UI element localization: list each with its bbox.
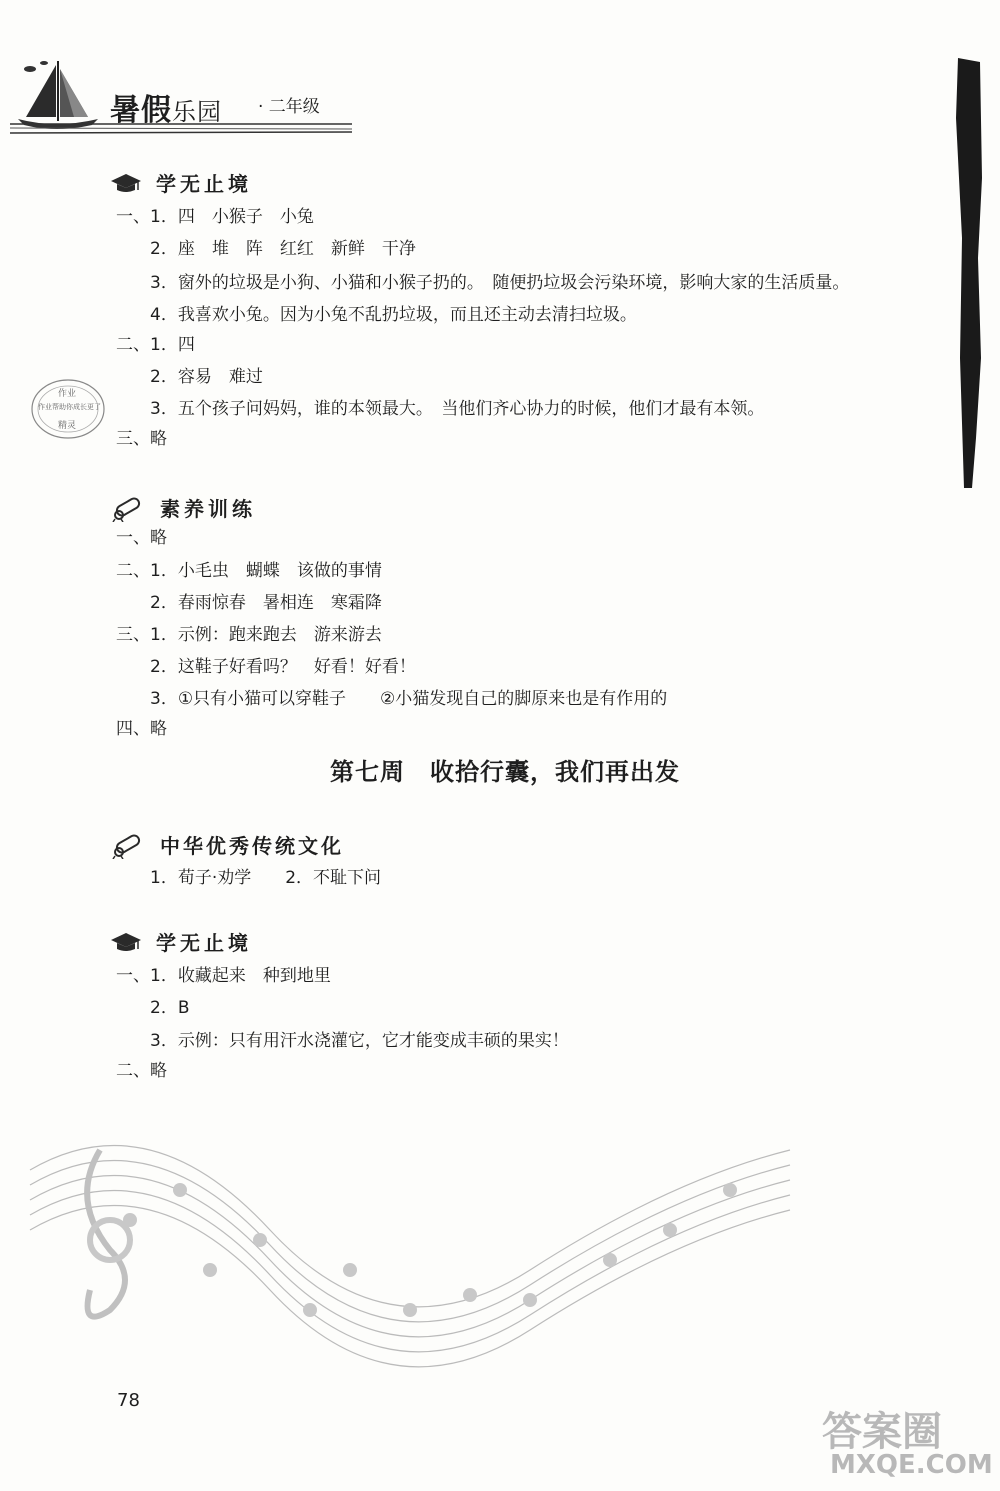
answer-line: 4．我喜欢小兔。因为小兔不乱扔垃圾，而且还主动去清扫垃圾。 [150, 305, 637, 325]
watermark-url: MXQE.COM [830, 1450, 993, 1480]
header-grade: · 二年级 [258, 97, 320, 117]
answer-line: 3．①只有小猫可以穿鞋子 ②小猫发现自己的脚原来也是有作用的 [150, 689, 668, 709]
answer-line: 2．B [150, 998, 190, 1018]
answer-line: 三、1．示例：跑来跑去 游来游去 [116, 625, 382, 645]
answer-line: 三、略 [116, 429, 167, 449]
section-header-literacy [110, 493, 256, 522]
stamp-text: 作业帮助你成长更了 [38, 403, 101, 411]
watermark-brand: 答案圈 [822, 1409, 942, 1455]
answer-line: 2．春雨惊春 暑相连 寒霜降 [150, 593, 382, 613]
answer-line: 一、1．收藏起来 种到地里 [116, 966, 331, 986]
graduation-cap-icon [110, 172, 142, 194]
answer-line: 3．示例：只有用汗水浇灌它，它才能变成丰硕的果实！ [150, 1031, 569, 1051]
answer-line: 3．五个孩子问妈妈，谁的本领最大。 当他们齐心协力的时候，他们才最有本领。 [150, 399, 765, 419]
section-header-culture [110, 830, 344, 859]
stamp-text: 精灵 [58, 421, 77, 431]
week-title: 第七周 收拾行囊，我们再出发 [330, 758, 680, 786]
answer-line: 2．座 堆 阵 红红 新鲜 干净 [150, 239, 416, 259]
section-title: 中华优秀传统文化 [160, 834, 344, 858]
diploma-scroll-icon [110, 494, 146, 522]
answer-line: 一、1．四 小猴子 小兔 [116, 207, 314, 227]
answer-line: 1．荀子·劝学 2．不耻下问 [150, 868, 382, 888]
section-title: 学无止境 [156, 172, 252, 196]
homework-stamp [30, 378, 106, 440]
section-title: 素养训练 [160, 497, 256, 521]
header-title-sub: 乐园 [172, 98, 222, 126]
answer-line: 2．容易 难过 [150, 367, 263, 387]
page-header [0, 40, 360, 140]
answer-line: 二、1．小毛虫 蝴蝶 该做的事情 [116, 561, 382, 581]
music-staff-decoration [10, 1110, 810, 1430]
section-title: 学无止境 [156, 931, 252, 955]
answer-line: 四、略 [116, 719, 167, 739]
stamp-text: 作业 [58, 389, 77, 399]
section-header-study [110, 927, 252, 956]
answer-line: 二、1．四 [116, 335, 195, 355]
graduation-cap-icon [110, 931, 142, 953]
diploma-scroll-icon [110, 831, 146, 859]
answer-line: 2．这鞋子好看吗？ 好看！好看！ [150, 657, 416, 677]
answer-line: 一、略 [116, 528, 167, 548]
page-number: 78 [117, 1390, 140, 1411]
header-rule [0, 118, 360, 138]
answer-line: 3．窗外的垃圾是小狗、小猫和小猴子扔的。 随便扔垃圾会污染环境，影响大家的生活质量。 [150, 273, 850, 293]
header-title-main: 暑假 [110, 93, 172, 128]
answer-line: 二、略 [116, 1061, 167, 1081]
page-edge-shadow [954, 58, 984, 488]
section-header-study [110, 168, 252, 197]
